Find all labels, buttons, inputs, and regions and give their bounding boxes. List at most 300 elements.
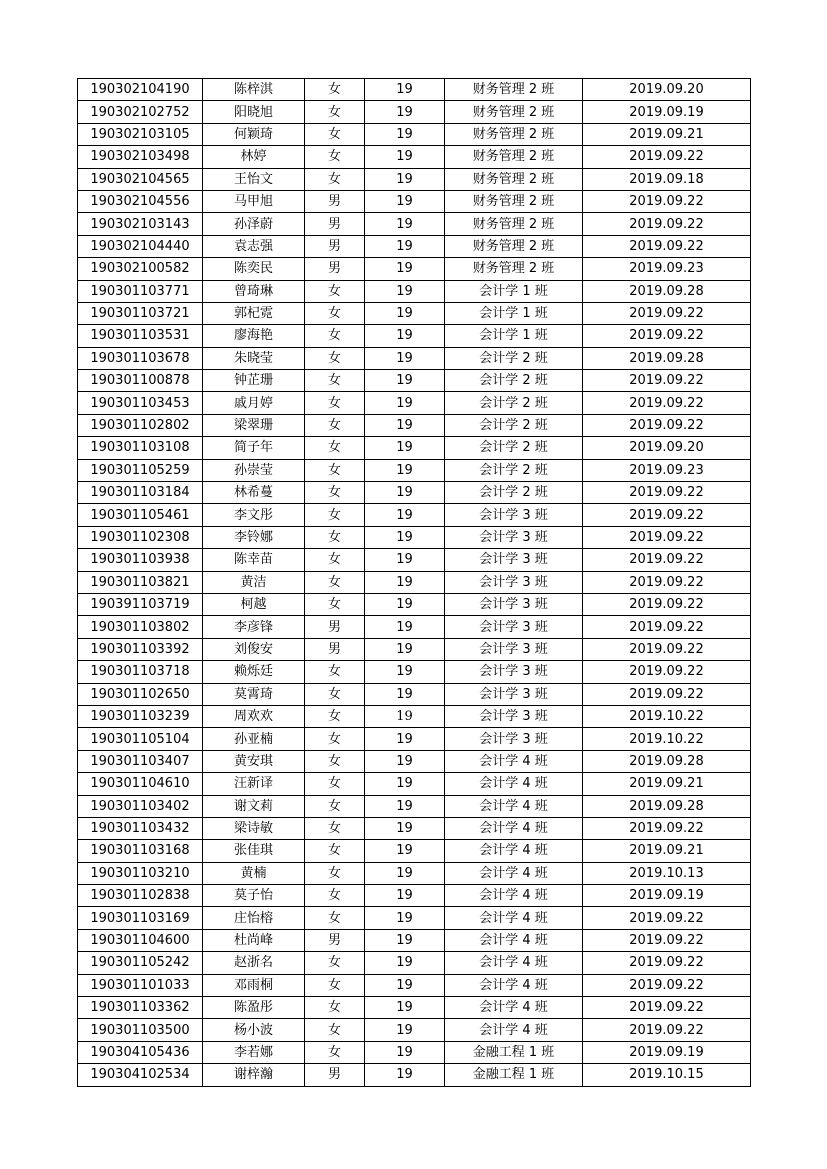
student-id-cell: 190301103402 bbox=[78, 795, 203, 817]
student-id-cell: 190391103719 bbox=[78, 593, 203, 615]
student-name-cell: 刘俊安 bbox=[203, 638, 305, 660]
student-name-cell: 周欢欢 bbox=[203, 705, 305, 727]
student-id-cell: 190301103184 bbox=[78, 482, 203, 504]
date-cell: 2019.09.22 bbox=[583, 482, 751, 504]
age-cell: 19 bbox=[365, 258, 445, 280]
student-id-cell: 190301102308 bbox=[78, 526, 203, 548]
class-cell: 会计学 4 班 bbox=[445, 907, 583, 929]
date-cell: 2019.09.22 bbox=[583, 929, 751, 951]
table-row bbox=[78, 840, 751, 862]
age-cell: 19 bbox=[365, 907, 445, 929]
date-cell: 2019.09.20 bbox=[583, 79, 751, 101]
age-cell: 19 bbox=[365, 79, 445, 101]
gender-cell: 女 bbox=[305, 773, 365, 795]
age-cell: 19 bbox=[365, 750, 445, 772]
table-row bbox=[78, 101, 751, 123]
age-cell: 19 bbox=[365, 325, 445, 347]
age-cell: 19 bbox=[365, 638, 445, 660]
age-cell: 19 bbox=[365, 571, 445, 593]
class-cell: 会计学 4 班 bbox=[445, 795, 583, 817]
gender-cell: 女 bbox=[305, 549, 365, 571]
class-cell: 财务管理 2 班 bbox=[445, 101, 583, 123]
gender-cell: 女 bbox=[305, 683, 365, 705]
student-id-cell: 190301103210 bbox=[78, 862, 203, 884]
student-id-cell: 190301103239 bbox=[78, 705, 203, 727]
gender-cell: 女 bbox=[305, 504, 365, 526]
date-cell: 2019.09.22 bbox=[583, 526, 751, 548]
class-cell: 财务管理 2 班 bbox=[445, 79, 583, 101]
age-cell: 19 bbox=[365, 974, 445, 996]
age-cell: 19 bbox=[365, 952, 445, 974]
class-cell: 会计学 2 班 bbox=[445, 437, 583, 459]
gender-cell: 女 bbox=[305, 885, 365, 907]
date-cell: 2019.09.23 bbox=[583, 459, 751, 481]
date-cell: 2019.09.18 bbox=[583, 168, 751, 190]
date-cell: 2019.09.22 bbox=[583, 213, 751, 235]
class-cell: 会计学 4 班 bbox=[445, 952, 583, 974]
age-cell: 19 bbox=[365, 414, 445, 436]
gender-cell: 女 bbox=[305, 862, 365, 884]
gender-cell: 女 bbox=[305, 370, 365, 392]
table-row bbox=[78, 414, 751, 436]
class-cell: 财务管理 2 班 bbox=[445, 168, 583, 190]
gender-cell: 女 bbox=[305, 1041, 365, 1063]
class-cell: 金融工程 1 班 bbox=[445, 1064, 583, 1086]
gender-cell: 女 bbox=[305, 661, 365, 683]
age-cell: 19 bbox=[365, 1019, 445, 1041]
student-name-cell: 戚月婷 bbox=[203, 392, 305, 414]
student-id-cell: 190301105259 bbox=[78, 459, 203, 481]
date-cell: 2019.10.15 bbox=[583, 1064, 751, 1086]
date-cell: 2019.09.28 bbox=[583, 795, 751, 817]
gender-cell: 女 bbox=[305, 526, 365, 548]
gender-cell: 女 bbox=[305, 795, 365, 817]
date-cell: 2019.09.22 bbox=[583, 302, 751, 324]
age-cell: 19 bbox=[365, 190, 445, 212]
student-id-cell: 190301103453 bbox=[78, 392, 203, 414]
student-name-cell: 邓雨桐 bbox=[203, 974, 305, 996]
table-row bbox=[78, 952, 751, 974]
table-row bbox=[78, 1019, 751, 1041]
date-cell: 2019.09.22 bbox=[583, 616, 751, 638]
student-name-cell: 马甲旭 bbox=[203, 190, 305, 212]
table-row bbox=[78, 168, 751, 190]
student-name-cell: 柯越 bbox=[203, 593, 305, 615]
date-cell: 2019.09.21 bbox=[583, 123, 751, 145]
student-id-cell: 190302104440 bbox=[78, 235, 203, 257]
table-row bbox=[78, 795, 751, 817]
date-cell: 2019.09.22 bbox=[583, 190, 751, 212]
table-row bbox=[78, 661, 751, 683]
table-row bbox=[78, 258, 751, 280]
class-cell: 会计学 3 班 bbox=[445, 504, 583, 526]
table-row bbox=[78, 549, 751, 571]
class-cell: 会计学 4 班 bbox=[445, 817, 583, 839]
date-cell: 2019.09.22 bbox=[583, 952, 751, 974]
date-cell: 2019.09.22 bbox=[583, 1019, 751, 1041]
date-cell: 2019.09.21 bbox=[583, 773, 751, 795]
age-cell: 19 bbox=[365, 526, 445, 548]
class-cell: 会计学 3 班 bbox=[445, 571, 583, 593]
date-cell: 2019.09.28 bbox=[583, 280, 751, 302]
student-id-cell: 190302103105 bbox=[78, 123, 203, 145]
student-id-cell: 190301103938 bbox=[78, 549, 203, 571]
table-row bbox=[78, 392, 751, 414]
class-cell: 会计学 3 班 bbox=[445, 705, 583, 727]
table-row bbox=[78, 638, 751, 660]
date-cell: 2019.09.19 bbox=[583, 885, 751, 907]
student-name-cell: 李铃娜 bbox=[203, 526, 305, 548]
class-cell: 会计学 2 班 bbox=[445, 370, 583, 392]
table-row bbox=[78, 1041, 751, 1063]
gender-cell: 女 bbox=[305, 907, 365, 929]
table-row bbox=[78, 885, 751, 907]
student-id-cell: 190301103771 bbox=[78, 280, 203, 302]
student-id-cell: 190301103169 bbox=[78, 907, 203, 929]
date-cell: 2019.09.23 bbox=[583, 258, 751, 280]
table-row bbox=[78, 773, 751, 795]
roster-body bbox=[78, 79, 751, 1087]
date-cell: 2019.09.22 bbox=[583, 504, 751, 526]
gender-cell: 女 bbox=[305, 437, 365, 459]
date-cell: 2019.09.20 bbox=[583, 437, 751, 459]
student-name-cell: 林婷 bbox=[203, 146, 305, 168]
student-id-cell: 190301102838 bbox=[78, 885, 203, 907]
student-name-cell: 黄楠 bbox=[203, 862, 305, 884]
gender-cell: 女 bbox=[305, 482, 365, 504]
gender-cell: 女 bbox=[305, 952, 365, 974]
student-name-cell: 杜尚峰 bbox=[203, 929, 305, 951]
date-cell: 2019.09.22 bbox=[583, 392, 751, 414]
date-cell: 2019.09.21 bbox=[583, 840, 751, 862]
class-cell: 会计学 2 班 bbox=[445, 459, 583, 481]
table-row bbox=[78, 997, 751, 1019]
gender-cell: 女 bbox=[305, 325, 365, 347]
date-cell: 2019.09.22 bbox=[583, 549, 751, 571]
class-cell: 财务管理 2 班 bbox=[445, 235, 583, 257]
table-row bbox=[78, 929, 751, 951]
table-row bbox=[78, 347, 751, 369]
table-row bbox=[78, 79, 751, 101]
age-cell: 19 bbox=[365, 235, 445, 257]
student-name-cell: 赖烁廷 bbox=[203, 661, 305, 683]
gender-cell: 女 bbox=[305, 414, 365, 436]
gender-cell: 女 bbox=[305, 571, 365, 593]
class-cell: 会计学 2 班 bbox=[445, 392, 583, 414]
age-cell: 19 bbox=[365, 504, 445, 526]
date-cell: 2019.10.22 bbox=[583, 705, 751, 727]
table-row bbox=[78, 571, 751, 593]
gender-cell: 女 bbox=[305, 123, 365, 145]
date-cell: 2019.09.22 bbox=[583, 817, 751, 839]
student-name-cell: 梁诗敏 bbox=[203, 817, 305, 839]
table-row bbox=[78, 616, 751, 638]
student-name-cell: 陈盈彤 bbox=[203, 997, 305, 1019]
age-cell: 19 bbox=[365, 213, 445, 235]
date-cell: 2019.09.22 bbox=[583, 370, 751, 392]
class-cell: 会计学 2 班 bbox=[445, 347, 583, 369]
table-row bbox=[78, 728, 751, 750]
class-cell: 会计学 3 班 bbox=[445, 616, 583, 638]
gender-cell: 男 bbox=[305, 929, 365, 951]
student-name-cell: 曾琦琳 bbox=[203, 280, 305, 302]
table-row bbox=[78, 370, 751, 392]
age-cell: 19 bbox=[365, 459, 445, 481]
class-cell: 财务管理 2 班 bbox=[445, 123, 583, 145]
date-cell: 2019.09.19 bbox=[583, 101, 751, 123]
student-name-cell: 汪新译 bbox=[203, 773, 305, 795]
date-cell: 2019.09.22 bbox=[583, 661, 751, 683]
class-cell: 会计学 3 班 bbox=[445, 526, 583, 548]
date-cell: 2019.09.22 bbox=[583, 235, 751, 257]
age-cell: 19 bbox=[365, 997, 445, 1019]
date-cell: 2019.09.22 bbox=[583, 571, 751, 593]
student-name-cell: 孙泽蔚 bbox=[203, 213, 305, 235]
gender-cell: 女 bbox=[305, 347, 365, 369]
gender-cell: 女 bbox=[305, 459, 365, 481]
student-id-cell: 190304105436 bbox=[78, 1041, 203, 1063]
student-id-cell: 190301103168 bbox=[78, 840, 203, 862]
gender-cell: 女 bbox=[305, 817, 365, 839]
date-cell: 2019.09.22 bbox=[583, 638, 751, 660]
age-cell: 19 bbox=[365, 705, 445, 727]
age-cell: 19 bbox=[365, 482, 445, 504]
gender-cell: 女 bbox=[305, 280, 365, 302]
class-cell: 会计学 1 班 bbox=[445, 280, 583, 302]
table-row bbox=[78, 750, 751, 772]
table-row bbox=[78, 280, 751, 302]
date-cell: 2019.09.28 bbox=[583, 347, 751, 369]
gender-cell: 女 bbox=[305, 392, 365, 414]
table-row bbox=[78, 683, 751, 705]
student-id-cell: 190301103718 bbox=[78, 661, 203, 683]
student-name-cell: 王怡文 bbox=[203, 168, 305, 190]
student-name-cell: 张佳琪 bbox=[203, 840, 305, 862]
student-id-cell: 190301103531 bbox=[78, 325, 203, 347]
student-id-cell: 190301103678 bbox=[78, 347, 203, 369]
student-id-cell: 190301105104 bbox=[78, 728, 203, 750]
class-cell: 会计学 2 班 bbox=[445, 414, 583, 436]
student-roster-table bbox=[77, 78, 751, 1087]
date-cell: 2019.09.19 bbox=[583, 1041, 751, 1063]
class-cell: 会计学 4 班 bbox=[445, 997, 583, 1019]
gender-cell: 女 bbox=[305, 593, 365, 615]
student-name-cell: 林希蔓 bbox=[203, 482, 305, 504]
age-cell: 19 bbox=[365, 437, 445, 459]
gender-cell: 女 bbox=[305, 79, 365, 101]
age-cell: 19 bbox=[365, 616, 445, 638]
student-name-cell: 杨小波 bbox=[203, 1019, 305, 1041]
student-id-cell: 190301103500 bbox=[78, 1019, 203, 1041]
age-cell: 19 bbox=[365, 795, 445, 817]
age-cell: 19 bbox=[365, 549, 445, 571]
gender-cell: 女 bbox=[305, 974, 365, 996]
gender-cell: 女 bbox=[305, 101, 365, 123]
student-id-cell: 190301103362 bbox=[78, 997, 203, 1019]
table-row bbox=[78, 459, 751, 481]
date-cell: 2019.10.13 bbox=[583, 862, 751, 884]
date-cell: 2019.09.22 bbox=[583, 974, 751, 996]
class-cell: 会计学 3 班 bbox=[445, 728, 583, 750]
age-cell: 19 bbox=[365, 370, 445, 392]
student-name-cell: 黄洁 bbox=[203, 571, 305, 593]
date-cell: 2019.09.22 bbox=[583, 907, 751, 929]
student-id-cell: 190302104565 bbox=[78, 168, 203, 190]
age-cell: 19 bbox=[365, 817, 445, 839]
student-id-cell: 190302100582 bbox=[78, 258, 203, 280]
student-id-cell: 190301103802 bbox=[78, 616, 203, 638]
table-row bbox=[78, 235, 751, 257]
table-row bbox=[78, 817, 751, 839]
student-id-cell: 190301103392 bbox=[78, 638, 203, 660]
student-id-cell: 190301103432 bbox=[78, 817, 203, 839]
class-cell: 金融工程 1 班 bbox=[445, 1041, 583, 1063]
gender-cell: 男 bbox=[305, 638, 365, 660]
student-name-cell: 陈幸苗 bbox=[203, 549, 305, 571]
date-cell: 2019.09.22 bbox=[583, 414, 751, 436]
gender-cell: 女 bbox=[305, 750, 365, 772]
student-name-cell: 梁翠珊 bbox=[203, 414, 305, 436]
student-name-cell: 简子年 bbox=[203, 437, 305, 459]
gender-cell: 女 bbox=[305, 840, 365, 862]
date-cell: 2019.09.22 bbox=[583, 683, 751, 705]
age-cell: 19 bbox=[365, 347, 445, 369]
student-name-cell: 莫子怡 bbox=[203, 885, 305, 907]
age-cell: 19 bbox=[365, 840, 445, 862]
student-name-cell: 钟芷珊 bbox=[203, 370, 305, 392]
class-cell: 会计学 4 班 bbox=[445, 885, 583, 907]
date-cell: 2019.10.22 bbox=[583, 728, 751, 750]
class-cell: 会计学 4 班 bbox=[445, 773, 583, 795]
table-row bbox=[78, 974, 751, 996]
age-cell: 19 bbox=[365, 392, 445, 414]
student-id-cell: 190301104600 bbox=[78, 929, 203, 951]
gender-cell: 男 bbox=[305, 1064, 365, 1086]
student-name-cell: 李彦锋 bbox=[203, 616, 305, 638]
table-row bbox=[78, 705, 751, 727]
class-cell: 会计学 4 班 bbox=[445, 840, 583, 862]
student-id-cell: 190301103821 bbox=[78, 571, 203, 593]
student-id-cell: 190301104610 bbox=[78, 773, 203, 795]
age-cell: 19 bbox=[365, 593, 445, 615]
class-cell: 财务管理 2 班 bbox=[445, 213, 583, 235]
gender-cell: 女 bbox=[305, 997, 365, 1019]
gender-cell: 男 bbox=[305, 190, 365, 212]
student-name-cell: 庄怡榕 bbox=[203, 907, 305, 929]
gender-cell: 女 bbox=[305, 302, 365, 324]
student-name-cell: 李若娜 bbox=[203, 1041, 305, 1063]
gender-cell: 女 bbox=[305, 728, 365, 750]
age-cell: 19 bbox=[365, 168, 445, 190]
student-name-cell: 孙崇莹 bbox=[203, 459, 305, 481]
student-name-cell: 陈梓淇 bbox=[203, 79, 305, 101]
student-name-cell: 陈奕民 bbox=[203, 258, 305, 280]
age-cell: 19 bbox=[365, 728, 445, 750]
date-cell: 2019.09.28 bbox=[583, 750, 751, 772]
student-name-cell: 阳晓旭 bbox=[203, 101, 305, 123]
class-cell: 财务管理 2 班 bbox=[445, 258, 583, 280]
student-id-cell: 190302104190 bbox=[78, 79, 203, 101]
date-cell: 2019.09.22 bbox=[583, 146, 751, 168]
table-row bbox=[78, 482, 751, 504]
student-id-cell: 190301103721 bbox=[78, 302, 203, 324]
class-cell: 会计学 1 班 bbox=[445, 302, 583, 324]
age-cell: 19 bbox=[365, 302, 445, 324]
gender-cell: 男 bbox=[305, 258, 365, 280]
student-id-cell: 190301105461 bbox=[78, 504, 203, 526]
student-name-cell: 朱晓莹 bbox=[203, 347, 305, 369]
age-cell: 19 bbox=[365, 661, 445, 683]
student-id-cell: 190302103143 bbox=[78, 213, 203, 235]
student-id-cell: 190302103498 bbox=[78, 146, 203, 168]
student-name-cell: 廖海艳 bbox=[203, 325, 305, 347]
class-cell: 会计学 4 班 bbox=[445, 862, 583, 884]
student-name-cell: 莫霄琦 bbox=[203, 683, 305, 705]
student-id-cell: 190304102534 bbox=[78, 1064, 203, 1086]
table-row bbox=[78, 504, 751, 526]
student-name-cell: 孙亚楠 bbox=[203, 728, 305, 750]
gender-cell: 男 bbox=[305, 235, 365, 257]
student-id-cell: 190302104556 bbox=[78, 190, 203, 212]
date-cell: 2019.09.22 bbox=[583, 325, 751, 347]
date-cell: 2019.09.22 bbox=[583, 593, 751, 615]
class-cell: 会计学 4 班 bbox=[445, 1019, 583, 1041]
table-row bbox=[78, 123, 751, 145]
table-row bbox=[78, 213, 751, 235]
class-cell: 会计学 3 班 bbox=[445, 549, 583, 571]
age-cell: 19 bbox=[365, 1041, 445, 1063]
class-cell: 会计学 2 班 bbox=[445, 482, 583, 504]
student-id-cell: 190301103407 bbox=[78, 750, 203, 772]
student-id-cell: 190301105242 bbox=[78, 952, 203, 974]
age-cell: 19 bbox=[365, 1064, 445, 1086]
age-cell: 19 bbox=[365, 146, 445, 168]
age-cell: 19 bbox=[365, 862, 445, 884]
age-cell: 19 bbox=[365, 885, 445, 907]
class-cell: 会计学 3 班 bbox=[445, 638, 583, 660]
gender-cell: 男 bbox=[305, 616, 365, 638]
table-row bbox=[78, 325, 751, 347]
gender-cell: 女 bbox=[305, 705, 365, 727]
class-cell: 会计学 4 班 bbox=[445, 750, 583, 772]
class-cell: 会计学 4 班 bbox=[445, 929, 583, 951]
student-name-cell: 李文彤 bbox=[203, 504, 305, 526]
student-name-cell: 黄安琪 bbox=[203, 750, 305, 772]
table-row bbox=[78, 862, 751, 884]
student-name-cell: 谢文莉 bbox=[203, 795, 305, 817]
table-row bbox=[78, 190, 751, 212]
age-cell: 19 bbox=[365, 773, 445, 795]
table-row bbox=[78, 146, 751, 168]
table-row bbox=[78, 526, 751, 548]
student-id-cell: 190302102752 bbox=[78, 101, 203, 123]
class-cell: 会计学 1 班 bbox=[445, 325, 583, 347]
student-id-cell: 190301100878 bbox=[78, 370, 203, 392]
student-name-cell: 谢梓瀚 bbox=[203, 1064, 305, 1086]
table-row bbox=[78, 437, 751, 459]
student-name-cell: 何颖琦 bbox=[203, 123, 305, 145]
age-cell: 19 bbox=[365, 280, 445, 302]
class-cell: 会计学 3 班 bbox=[445, 683, 583, 705]
gender-cell: 男 bbox=[305, 213, 365, 235]
age-cell: 19 bbox=[365, 101, 445, 123]
age-cell: 19 bbox=[365, 929, 445, 951]
student-id-cell: 190301102650 bbox=[78, 683, 203, 705]
student-name-cell: 赵浙名 bbox=[203, 952, 305, 974]
student-name-cell: 袁志强 bbox=[203, 235, 305, 257]
student-id-cell: 190301101033 bbox=[78, 974, 203, 996]
age-cell: 19 bbox=[365, 123, 445, 145]
